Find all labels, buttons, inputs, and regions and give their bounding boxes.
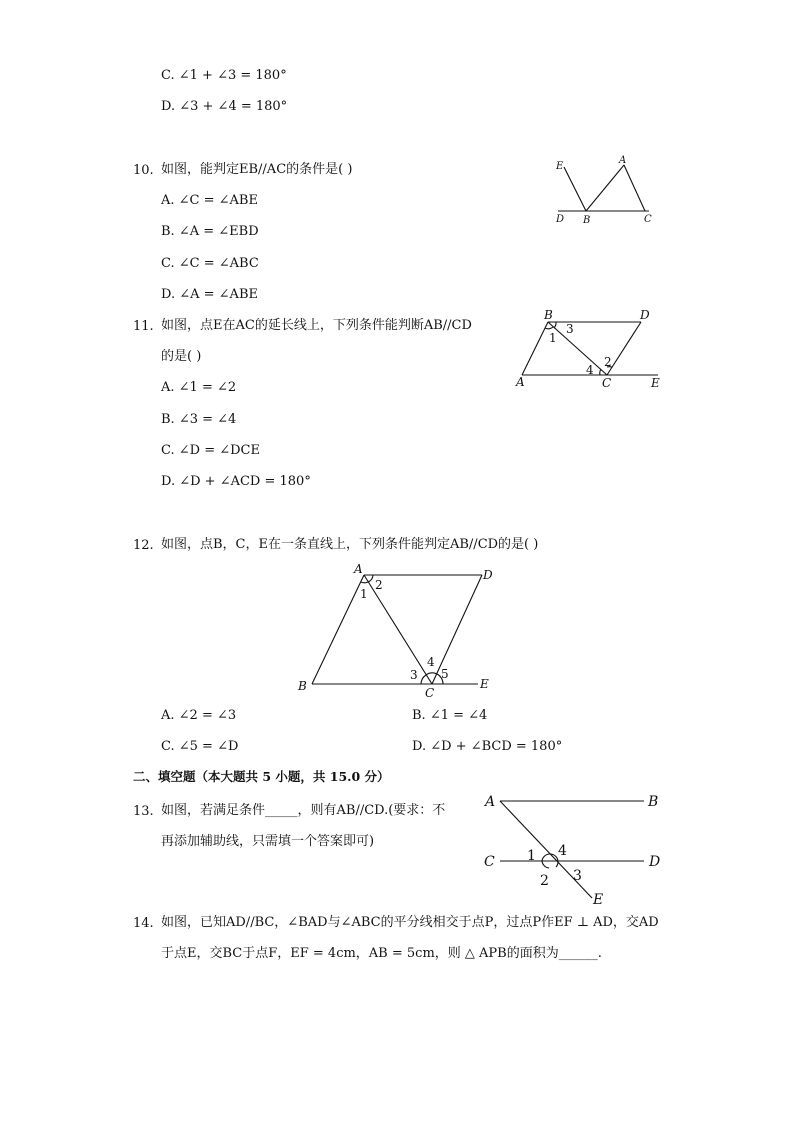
q12-angle-5: 5 <box>441 667 449 681</box>
q13-angle-3: 3 <box>573 868 582 884</box>
q10-option-a: A. ∠C = ∠ABE <box>161 193 258 208</box>
q12-arc-3 <box>421 675 426 684</box>
q11-label-b: B <box>544 308 553 322</box>
q11-line-bc <box>548 322 607 375</box>
q14-number: 14. <box>133 916 154 931</box>
q10-stem: 如图，能判定EB//AC的条件是( ) <box>161 162 353 177</box>
q12-option-a: A. ∠2 = ∠3 <box>161 708 237 723</box>
q12-arc-2 <box>368 575 373 582</box>
q11-label-d: D <box>640 308 650 322</box>
q10-line-ac <box>624 165 645 211</box>
q13-arc-1 <box>542 854 550 861</box>
q13-stem-line2: 再添加辅助线，只需填一个答案即可) <box>161 834 375 849</box>
q9-option-c: C. ∠1 + ∠3 = 180° <box>161 68 287 83</box>
q12-arc-1 <box>361 582 368 583</box>
q10-line-eb <box>564 167 586 211</box>
q11-angle-4: 4 <box>586 363 594 377</box>
q11-number: 11. <box>133 319 154 334</box>
q11-line-ba <box>522 322 548 375</box>
q10-label-d: D <box>556 214 565 225</box>
q10-label-e: E <box>556 161 564 172</box>
q10-line-ba <box>586 165 624 211</box>
q11-option-c: C. ∠D = ∠DCE <box>161 443 260 458</box>
q12-option-d: D. ∠D + ∠BCD = 180° <box>412 739 563 754</box>
q11-line-dc <box>607 322 641 375</box>
q12-line-ab <box>312 575 364 684</box>
q9-option-d: D. ∠3 + ∠4 = 180° <box>161 99 288 114</box>
q12-number: 12. <box>133 538 154 553</box>
q13-label-c: C <box>484 854 495 870</box>
q11-angle-3: 3 <box>566 322 574 336</box>
q10-number: 10. <box>133 163 154 178</box>
q13-label-b: B <box>648 794 659 810</box>
q12-stem: 如图，点B，C，E在一条直线上，下列条件能判定AB//CD的是( ) <box>161 537 539 552</box>
q13-label-d: D <box>649 854 661 870</box>
q12-arc-4 <box>426 673 437 675</box>
q13-stem-line1: 如图，若满足条件_____，则有AB//CD.(要求：不 <box>161 803 446 818</box>
q12-line-dc <box>432 575 482 684</box>
q12-angle-1: 1 <box>360 587 368 601</box>
q13-angle-1: 1 <box>527 848 536 864</box>
q12-label-a: A <box>354 562 363 576</box>
q12-angle-4: 4 <box>427 655 435 669</box>
q12-label-b: B <box>298 679 307 693</box>
q11-arc-3 <box>554 322 556 328</box>
q10-option-c: C. ∠C = ∠ABC <box>161 256 259 271</box>
q11-option-b: B. ∠3 = ∠4 <box>161 412 237 427</box>
section-fill-blank-title: 二、填空题（本大题共 5 小题，共 15.0 分） <box>133 769 390 784</box>
q12-option-c: C. ∠5 = ∠D <box>161 739 239 754</box>
q11-option-a: A. ∠1 = ∠2 <box>161 380 237 395</box>
q11-arc-1 <box>545 327 553 329</box>
q11-label-c: C <box>602 376 612 390</box>
q13-label-a: A <box>485 794 496 810</box>
q10-label-b: B <box>583 215 591 226</box>
q12-label-d: D <box>483 568 493 582</box>
q11-arc-4 <box>600 369 601 375</box>
q11-angle-1: 1 <box>549 331 557 345</box>
q12-label-e: E <box>480 677 489 691</box>
q11-label-a: A <box>516 375 525 389</box>
q12-angle-2: 2 <box>375 578 383 592</box>
q12-angle-3: 3 <box>410 668 418 682</box>
q10-option-b: B. ∠A = ∠EBD <box>161 224 259 239</box>
q11-option-d: D. ∠D + ∠ACD = 180° <box>161 474 311 489</box>
q13-angle-2: 2 <box>540 873 549 889</box>
q10-label-a: A <box>619 155 627 166</box>
q12-option-b: B. ∠1 = ∠4 <box>412 708 488 723</box>
q13-angle-4: 4 <box>558 843 567 859</box>
q11-stem-line2: 的是( ) <box>161 349 202 364</box>
q10-option-d: D. ∠A = ∠ABE <box>161 287 258 302</box>
q12-figure <box>292 558 502 703</box>
q14-line1: 如图，已知AD//BC，∠BAD与∠ABC的平分线相交于点P，过点P作EF ⊥ AD，交AD <box>161 915 659 930</box>
q10-figure <box>548 152 663 232</box>
q11-stem-line1: 如图，点E在AC的延长线上，下列条件能判断AB//CD <box>161 318 472 333</box>
q13-label-e: E <box>593 892 604 908</box>
q14-line2: 于点E，交BC于点F，EF = 4cm，AB = 5cm，则 △ APB的面积为______. <box>161 946 602 961</box>
q10-label-c: C <box>644 214 652 225</box>
q11-angle-2: 2 <box>604 355 612 369</box>
q13-arc-2 <box>542 861 549 868</box>
q13-number: 13. <box>133 804 154 819</box>
q12-label-c: C <box>425 686 435 700</box>
q11-label-e: E <box>651 376 660 390</box>
q11-figure <box>508 305 668 395</box>
q13-figure <box>478 788 668 908</box>
